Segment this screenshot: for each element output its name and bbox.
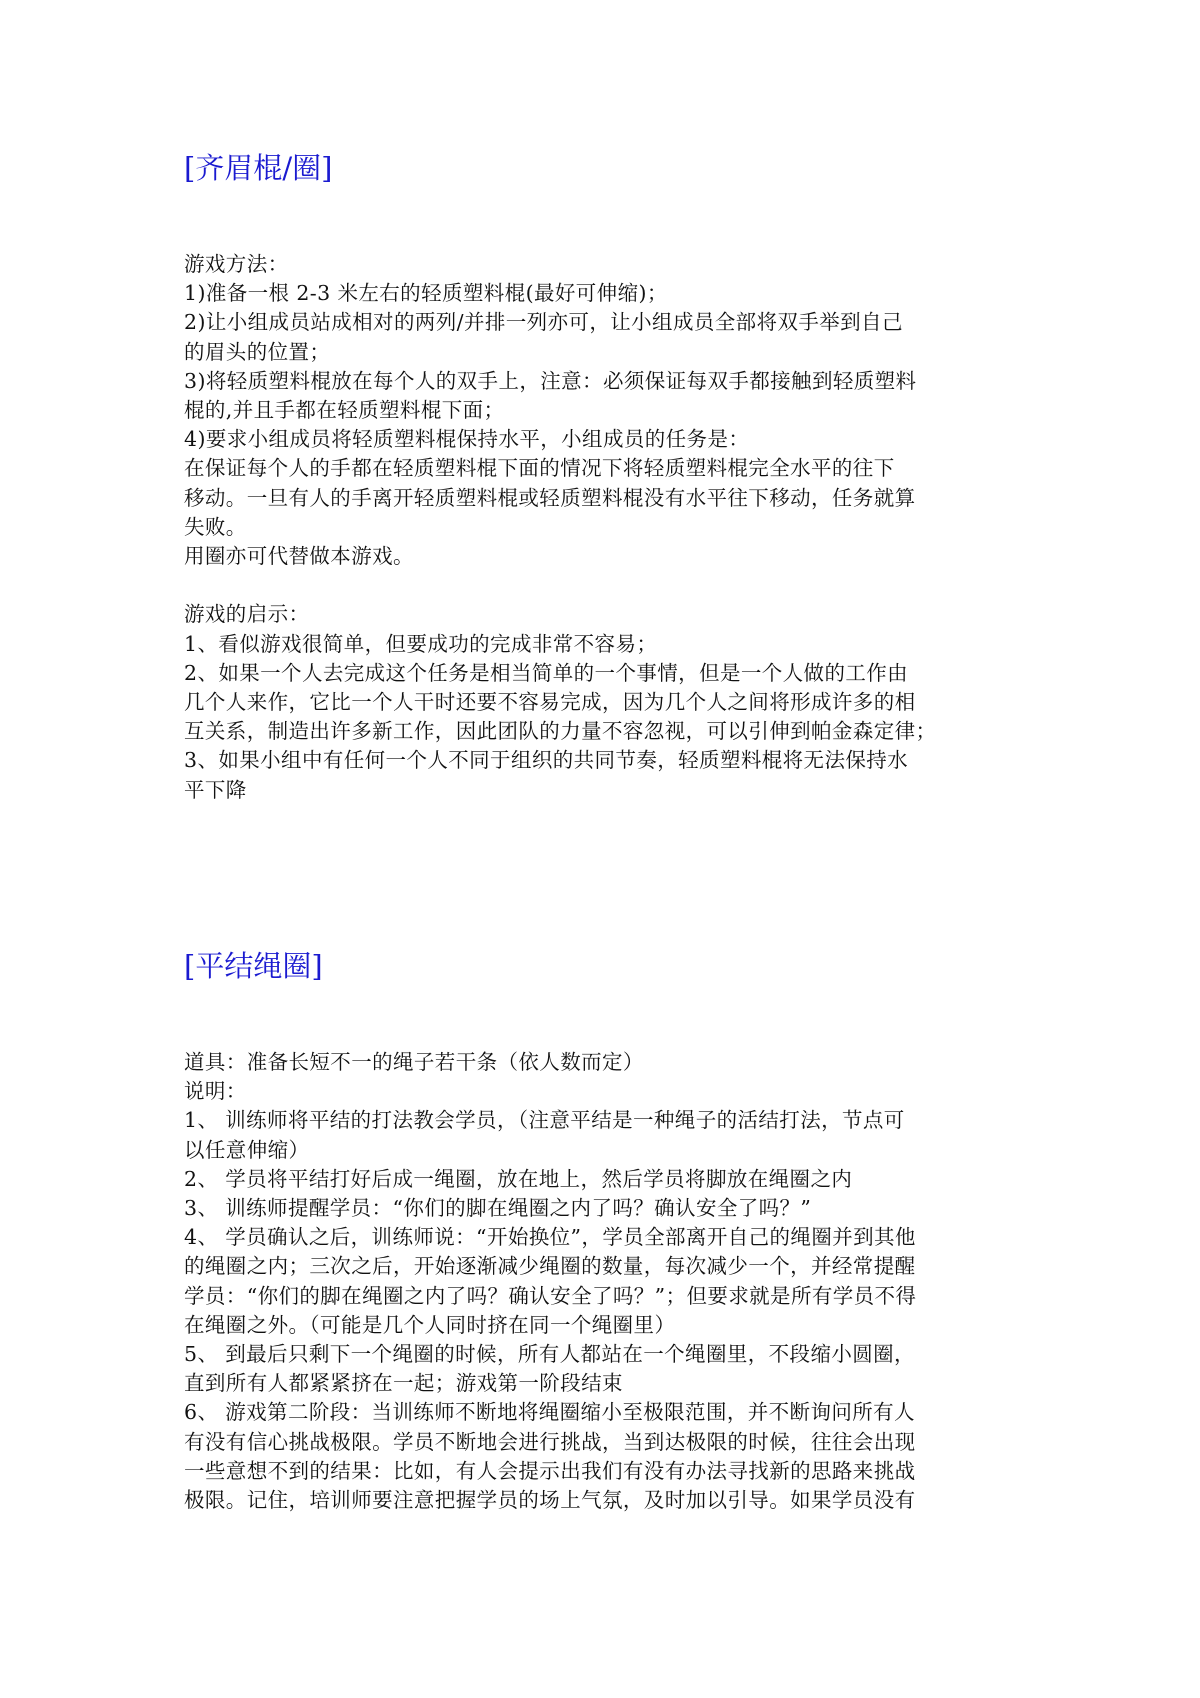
text-line: 2、如果一个人去完成这个任务是相当简单的一个事情，但是一个人做的工作由 [184, 660, 909, 685]
section-title-qimeigun: [齐眉棍/圈] [184, 151, 333, 185]
text-line: 5、 到最后只剩下一个绳圈的时候，所有人都站在一个绳圈里，不段缩小圆圈， [184, 1342, 915, 1367]
text-line [184, 571, 1024, 600]
text-line: 1、看似游戏很简单，但要成功的完成非常不容易； [184, 631, 658, 656]
text-line: 棍的,并且手都在轻质塑料棍下面； [184, 398, 505, 423]
section-body-qimeigun [184, 250, 1024, 805]
text-line: 用圈亦可代替做本游戏。 [184, 544, 414, 569]
text-line: 2、 学员将平结打好后成一绳圈，放在地上，然后学员将脚放在绳圈之内 [184, 1166, 853, 1191]
text-line: 以任意伸缩） [184, 1137, 310, 1162]
text-line: 几个人来作，它比一个人干时还要不容易完成，因为几个人之间将形成许多的相 [184, 690, 916, 715]
text-line: 3)将轻质塑料棍放在每个人的双手上，注意：必须保证每双手都接触到轻质塑料 [184, 368, 917, 393]
text-line: 有没有信心挑战极限。学员不断地会进行挑战，当到达极限的时候，往往会出现 [184, 1429, 916, 1454]
text-line: 4、 学员确认之后，训练师说：“开始换位”，学员全部离开自己的绳圈并到其他 [184, 1225, 916, 1250]
text-line: 4)要求小组成员将轻质塑料棍保持水平，小组成员的任务是： [184, 427, 750, 452]
text-line: 直到所有人都紧紧挤在一起；游戏第一阶段结束 [184, 1371, 623, 1396]
text-line: 学员：“你们的脚在绳圈之内了吗？确认安全了吗？”；但要求就是所有学员不得 [184, 1283, 917, 1308]
section-title-pingjie-shengquan: [平结绳圈] [184, 949, 323, 983]
text-line: 1、 训练师将平结的打法教会学员，（注意平结是一种绳子的活结打法，节点可 [184, 1108, 905, 1133]
section-body-pingjie-shengquan [184, 1048, 1024, 1515]
text-line: 的眉头的位置； [184, 339, 331, 364]
text-line: 1)准备一根 2-3 米左右的轻质塑料棍(最好可伸缩)； [184, 281, 668, 306]
text-line: 极限。记住，培训师要注意把握学员的场上气氛，及时加以引导。如果学员没有 [184, 1488, 916, 1513]
text-line: 说明： [184, 1079, 247, 1104]
text-line: 在绳圈之外。（可能是几个人同时挤在同一个绳圈里） [184, 1312, 676, 1337]
text-line: 在保证每个人的手都在轻质塑料棍下面的情况下将轻质塑料棍完全水平的往下 [184, 456, 895, 481]
text-line: 3、 训练师提醒学员：“你们的脚在绳圈之内了吗？确认安全了吗？” [184, 1196, 812, 1221]
text-line: 互关系，制造出许多新工作，因此团队的力量不容忽视，可以引伸到帕金森定律； [184, 719, 937, 744]
text-line: 一些意想不到的结果：比如，有人会提示出我们有没有办法寻找新的思路来挑战 [184, 1458, 916, 1483]
text-line: 的绳圈之内；三次之后，开始逐渐减少绳圈的数量，每次减少一个，并经常提醒 [184, 1254, 916, 1279]
text-line: 6、 游戏第二阶段：当训练师不断地将绳圈缩小至极限范围，并不断询问所有人 [184, 1400, 915, 1425]
text-line: 失败。 [184, 514, 247, 539]
text-line: 道具：准备长短不一的绳子若干条（依人数而定） [184, 1050, 644, 1074]
text-line: 游戏方法： [184, 252, 289, 276]
text-line: 2)让小组成员站成相对的两列/并排一列亦可，让小组成员全部将双手举到自己 [184, 310, 903, 335]
text-line: 移动。一旦有人的手离开轻质塑料棍或轻质塑料棍没有水平往下移动，任务就算 [184, 485, 916, 510]
text-line: 3、如果小组中有任何一个人不同于组织的共同节奏，轻质塑料棍将无法保持水 [184, 748, 909, 773]
text-line: 游戏的启示： [184, 602, 310, 627]
text-line: 平下降 [184, 777, 247, 802]
